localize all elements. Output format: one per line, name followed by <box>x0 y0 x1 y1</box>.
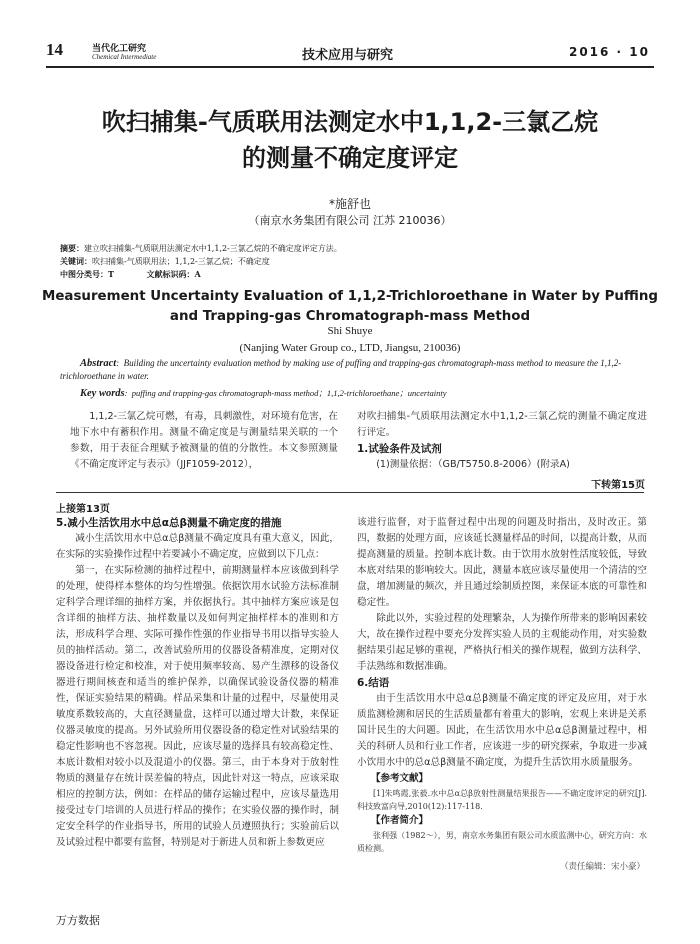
article-divider <box>56 492 644 493</box>
english-abstract-label: Abstract <box>80 358 117 369</box>
english-abstract: Abstract: Building the uncertainty evaluation method by making use of puffing and trapping-gas chromatograph-mass method to measure the 1,1,2-trichloroethane in water. <box>60 358 622 381</box>
abstract-text: 建立吹扫捕集-气质联用法测定水中1,1,2-三氯乙烷的不确定度评定方法。 <box>84 244 342 253</box>
conclusion-paragraph: 由于生活饮用水中总α总β测量不确定度的评定及应用，对于水质监测检测和居民的生活质量都有着重大的影响，宏观上来讲是关系国计民生的大问题。因此，在生活饮用水中总α总β测量过程中，相关的科研人员和行业工作者，应该进一步的研究探索，争取进一步减小饮用水中的总α总β测量不确定度，为提升生活饮用水质量服务。 <box>357 693 647 768</box>
section-6-heading: 6.结语 <box>357 677 390 689</box>
code-label: 文献标识码： <box>146 269 195 279</box>
article-title <box>40 104 660 176</box>
journal-name-cn: 当代化工研究 <box>92 44 147 54</box>
english-abstract-text: Building the uncertainty evaluation method by making use of puffing and trapping-gas chromatograph-mass method to measure the 1,1,2-trichloroethane in water. <box>60 358 622 381</box>
journal-name-en: Chemical Intermediate <box>92 53 157 61</box>
keywords-text: 吹扫捕集-气质联用法；1,1,2-三氯乙烷；不确定度 <box>92 257 270 266</box>
class-label: 中图分类号： <box>60 269 108 279</box>
continued-on-note: 下转第15页 <box>591 480 645 491</box>
intro-column-right <box>357 409 647 473</box>
page-number: 14 <box>46 40 63 59</box>
english-keywords-label: Key words <box>80 388 125 399</box>
lower-column-left <box>56 515 339 851</box>
paragraph: 减小生活饮用水中总α总β测量不确定度具有重大意义，因此，在实际的实验操作过程中若要减小不确定度，应做到以下几点： <box>56 533 339 560</box>
paragraph: 该进行监督，对于监督过程中出现的问题及时指出，及时改正。第四，数据的处理方面，应该延长测量样品的时间，以提高计数，从而提高测量的质量。控制本底计数。由于饮用水放射性活度较低，导致本底对结果的影响较大。因此，测量本底应该尽量使用一个清洁的空盘，增加测量的频次，并且通过绘制质控图，来保证本底的可靠性和稳定性。 <box>357 517 647 608</box>
author-intro-text: 张利强（1982～），男，南京水务集团有限公司水质监测中心，研究方向：水质检测。 <box>357 831 647 853</box>
class-value: T <box>108 269 114 279</box>
footer-watermark: 万方数据 <box>56 914 100 927</box>
title-line-2: 的测量不确定度评定 <box>242 144 458 172</box>
abstract-label: 摘要： <box>60 243 84 253</box>
english-title: Measurement Uncertainty Evaluation of 1,1,2-Trichloroethane in Water by Puffing and Trapping-gas Chromatograph-mass Method <box>42 289 658 324</box>
continued-from-note: 上接第13页 <box>56 504 110 515</box>
keywords-label: 关键词： <box>60 256 92 266</box>
section-5-heading: 5.减小生活饮用水中总α总β测量不确定度的措施 <box>56 517 282 529</box>
intro-paragraph: 1,1,2-三氯乙烷可燃，有毒，具刺激性，对环境有危害，在地下水中有蓄积作用。测量不确定度是与测量结果关联的一个参数，用于表征合理赋予被测量的值的分散性。本文参照测量《不确定度评定与表示》（JJF1059-2012）， <box>70 411 338 470</box>
code-value: A <box>194 269 201 279</box>
english-keywords-text: puffing and trapping-gas chromatograph-mass method；1,1,2-trichloroethane；uncertainty <box>131 388 447 398</box>
classification-line <box>60 268 650 281</box>
reference-item: [1]朱鸣霞,张毅.水中总α总β放射性测量结果报告——不确定度评定的研究[J].科技致富向导,2010(12):117-118. <box>357 789 647 811</box>
author-name: *施舒也 <box>328 197 371 211</box>
section-title: 技术应用与研究 <box>302 48 394 63</box>
author-affiliation: （南京水务集团有限公司 江苏 210036） <box>248 214 452 227</box>
responsible-editor: （责任编辑：宋小豪） <box>559 862 645 872</box>
intro-paragraph-continued: 对吹扫捕集-气质联用法测定水中1,1,2-三氯乙烷的测量不确定度进行评定。 <box>357 411 647 438</box>
intro-column-left <box>70 409 338 473</box>
keywords-cn <box>60 255 650 268</box>
section-1-heading: 1.试验条件及试剂 <box>357 443 442 455</box>
lower-column-right <box>357 515 647 875</box>
english-keywords: Key words: puffing and trapping-gas chromatograph-mass method；1,1,2-trichloroethane；uncertainty <box>80 388 447 399</box>
issue-number: 2016 · 10 <box>568 45 650 59</box>
author-intro-heading: 【作者简介】 <box>371 815 429 826</box>
title-line-1: 吹扫捕集-气质联用法测定水中1,1,2-三氯乙烷 <box>101 108 599 136</box>
english-author: Shi Shuye <box>327 325 373 337</box>
english-affiliation: (Nanjing Water Group co., LTD, Jiangsu, 210036) <box>239 342 461 354</box>
abstract-cn <box>60 242 650 255</box>
paragraph: 除此以外，实验过程的处理繁杂，人为操作所带来的影响因素较大，故在操作过程中要充分发挥实验人员的主观能动作用，对实验数据结果引起足够的重视，严格执行相关的操作规程，做到方法科学、手法熟练和数据准确。 <box>357 613 647 672</box>
section-1-item: (1)测量依据：（GB/T5750.8-2006）(附录A) <box>376 459 570 470</box>
header-rule <box>46 66 654 68</box>
paragraph: 第一，在实际检测的抽样过程中，前期测量样本应该做到科学的处理，使得样本整体的均匀性增强。依据饮用水试验方法标准制定科学合理详细的抽样方案，并依据执行。其中抽样方案应该是包含详细的抽样方法、抽样数量以及如何判定抽样样本的准则和方法，形成科学合理、实际可操作性强的作业指导书用以指导实验人员的抽样活动。第二，改善试验所用的仪器设备精准度，定期对仪器设备进行检定和校准，对于使用频率较高、易产生漂移的设备仪器进行期间核查和适当的维护保养，以确保试验设备仪器的精准性，保证实验结果的精确。样品采集和计量的过程中，尽量使用灵敏度系数较高的，大直径测量盘，这样可以通过增大计数，来保证仪器灵敏度的提高。另外试验所用仪器设备的稳定性对试验结果的稳定性影响也不容忽视。因此，应该尽量的选择具有较高稳定性、本底计数相对较小以及混道小的仪器。第三，由于本身对于放射性物质的测量存在统计误差偏的特点，因此针对这一特点，应该采取相应的控制方法，例如：在样品的储存运输过程中，应该尽量选用接受过专门培训的人员进行样品的操作；在实验仪器的操作时，制定安全科学的作业指导书，所用的试验人员遵照执行；实验前后以及试验过程中都要有监督，特别是对于新进人员和新上参数更应 <box>56 565 339 848</box>
references-heading: 【参考文献】 <box>371 773 429 784</box>
